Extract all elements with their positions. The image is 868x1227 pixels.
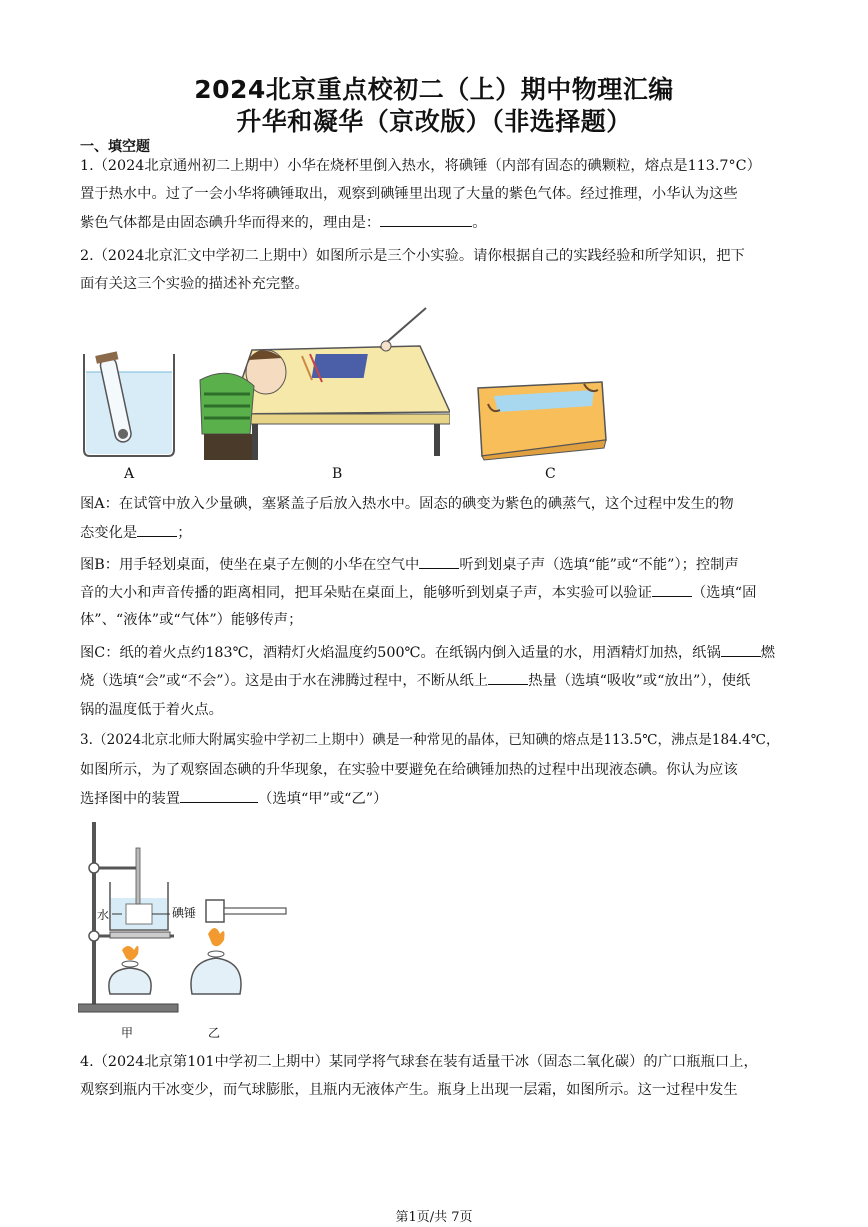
q1-line2: 置于热水中。过了一会小华将碘锤取出，观察到碘锤里出现了大量的紫色气体。经过推理，小华认为这些 bbox=[80, 186, 738, 202]
figure-c-paper-pot bbox=[474, 378, 610, 462]
doc-title-line1: 2024北京重点校初二（上）期中物理汇编 bbox=[194, 75, 674, 104]
figure-q3-apparatus bbox=[78, 818, 288, 1024]
label-yi: 乙 bbox=[208, 1026, 221, 1040]
q2-c-line2: 烧（选填“会”或“不会”）。这是由于水在沸腾过程中，不断从纸上 热量（选填“吸收”或“放出”），使纸 bbox=[80, 670, 750, 691]
q3-line1: 3.（2024北京北师大附属实验中学初二上期中）碘是一种常见的晶体，已知碘的熔点是113.5℃，沸点是184.4℃， bbox=[80, 732, 780, 748]
q2-b-line2: 音的大小和声音传播的距离相同，把耳朵贴在桌面上，能够听到划桌子声，本实验可以验证 （选填“固 bbox=[80, 582, 756, 603]
q2-b-line3: 体”、“液体”或“气体”）能够传声； bbox=[80, 612, 303, 628]
q3-answer-blank[interactable] bbox=[180, 788, 258, 803]
q3-line2: 如图所示，为了观察固态碘的升华现象，在实验中要避免在给碘锤加热的过程中出现液态碘。你认为应该 bbox=[80, 762, 738, 778]
figure-b-label: B bbox=[332, 466, 343, 482]
q3-line3: 选择图中的装置 （选填“甲”或“乙”） bbox=[80, 788, 387, 809]
doc-title-line2: 升华和凝华（京改版）（非选择题） bbox=[236, 107, 632, 136]
q2-b-line1: 图B：用手轻划桌面，使坐在桌子左侧的小华在空气中 听到划桌子声（选填“能”或“不能”）；控制声 bbox=[80, 554, 739, 575]
q2-c-blank2[interactable] bbox=[488, 670, 528, 685]
figure-c-label: C bbox=[545, 466, 556, 482]
q2-line2: 面有关这三个实验的描述补充完整。 bbox=[80, 276, 309, 292]
q4-line1: 4.（2024北京第101中学初二上期中）某同学将气球套在装有适量干冰（固态二氧化碳）的广口瓶瓶口上， bbox=[80, 1054, 758, 1070]
label-jia: 甲 bbox=[121, 1026, 134, 1040]
figure-a-label: A bbox=[124, 466, 135, 482]
label-water: 水 bbox=[97, 908, 110, 922]
q1-line3: 紫色气体都是由固态碘升华而得来的，理由是： 。 bbox=[80, 212, 487, 233]
q1-answer-blank[interactable] bbox=[380, 212, 472, 227]
q2-c-line1: 图C：纸的着火点约183℃，酒精灯火焰温度约500℃。在纸锅内倒入适量的水，用酒精灯加热，纸锅 燃 bbox=[80, 642, 775, 663]
label-iodine-hammer: 碘锤 bbox=[172, 906, 197, 920]
q2-line1: 2.（2024北京汇文中学初二上期中）如图所示是三个小实验。请你根据自己的实践经验和所学知识，把下 bbox=[80, 248, 745, 264]
q2-a-line1: 图A：在试管中放入少量碘，塞紧盖子后放入热水中。固态的碘变为紫色的碘蒸气，这个过程中发生的物 bbox=[80, 496, 734, 512]
figure-a-test-tube bbox=[80, 350, 180, 460]
q2-a-line2: 态变化是 ； bbox=[80, 522, 191, 543]
q4-line2: 观察到瓶内干冰变少，而气球膨胀，且瓶内无液体产生。瓶身上出现一层霜，如图所示。这一过程中发生 bbox=[80, 1082, 738, 1098]
figure-b-desk-listening bbox=[190, 302, 450, 462]
q2-b-blank1[interactable] bbox=[419, 554, 459, 569]
q2-c-blank1[interactable] bbox=[721, 642, 761, 657]
page-footer: 第1页/共 7页 bbox=[395, 1210, 473, 1225]
q1-line1: 1.（2024北京通州初二上期中）小华在烧杯里倒入热水，将碘锤（内部有固态的碘颗粒，熔点是113.7°C） bbox=[80, 158, 761, 174]
q2-a-blank[interactable] bbox=[137, 522, 177, 537]
q2-b-blank2[interactable] bbox=[652, 582, 692, 597]
section-heading: 一、填空题 bbox=[80, 139, 150, 155]
q2-c-line3: 锅的温度低于着火点。 bbox=[80, 702, 223, 718]
